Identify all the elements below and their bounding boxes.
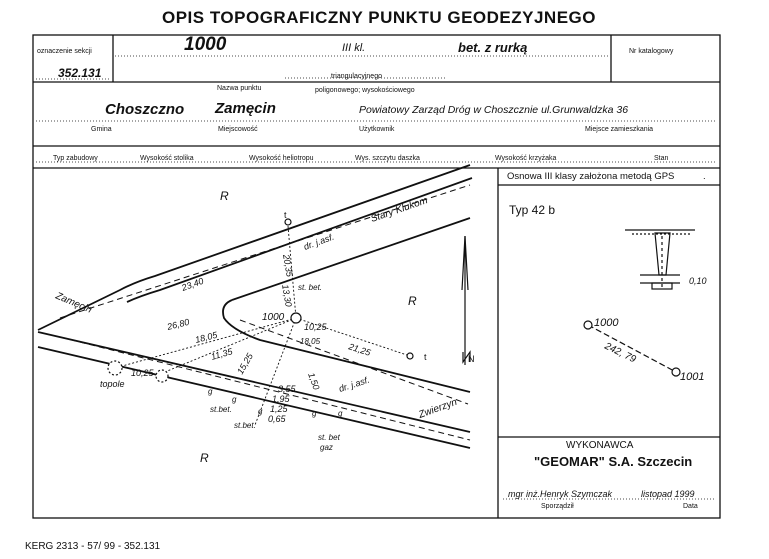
punkt-typ-1: triangulacyjnego [331, 73, 382, 80]
gmina-label: Gmina [91, 126, 112, 133]
r-label-1: R [220, 189, 229, 203]
wykonawca-label: WYKONAWCA [566, 440, 634, 451]
osnowa-distance: 242, 79 [602, 340, 638, 366]
osnowa-dot: . [703, 171, 706, 182]
sekcja-value: 352.131 [58, 66, 102, 80]
g-label-2: g [232, 395, 237, 404]
date: listopad 1999 [641, 489, 695, 499]
g-label-4: g [312, 409, 317, 418]
st-bet-label-3: st.bet. [234, 421, 256, 430]
gaz-label: gaz [320, 443, 333, 452]
uzytkownik-label: Użytkownik [359, 126, 395, 133]
sekcja-label: oznaczenie sekcji [37, 48, 92, 55]
page-title: OPIS TOPOGRAFICZNY PUNKTU GEODEZYJNEGO [162, 8, 596, 27]
st-bet-label-4: st. bet [318, 433, 340, 442]
miejscowosc-label: Miejscowość [218, 126, 258, 133]
miejsce-label: Miejsce zamieszkania [585, 126, 654, 133]
dr-jasf-label-1: dr. j.asf. [302, 231, 336, 252]
distance-1135: 11,35 [209, 346, 234, 362]
distance-2340: 23,40 [180, 275, 205, 293]
distance-1525: 15,25 [235, 351, 255, 376]
wys-heliotropu-label: Wysokość heliotropu [249, 155, 314, 162]
osnowa-point-1: 1000 [594, 317, 619, 329]
dr-jasf-label-2: dr. j.asf. [337, 374, 371, 394]
distance-355: 3,55 [278, 384, 296, 394]
stan-label: Stan [654, 155, 669, 162]
distance-1025: 10,25 [131, 368, 154, 378]
miejscowosc-value: Zamęcin [215, 100, 276, 117]
distance-1805: 18,05 [194, 329, 219, 345]
g-label-1: g [208, 387, 213, 396]
t-label-2: t [424, 352, 427, 362]
gmina-value: Choszczno [105, 101, 185, 118]
punkt-typ-2: poligonowego; wysokościowego [315, 87, 415, 94]
distance-125: 1,25 [270, 404, 288, 414]
typ-label: Typ 42 b [509, 203, 556, 217]
distance-2680: 26,80 [166, 316, 191, 332]
depth-label: 0,10 [689, 276, 707, 286]
g-label-5: g [338, 409, 343, 418]
g-label-3: g [258, 407, 263, 416]
r-label-2: R [408, 294, 417, 308]
distance-195: 1,95 [272, 394, 290, 404]
topole-label: topole [100, 379, 125, 389]
distance-150: 1,50 [306, 371, 322, 392]
north-label: N [468, 354, 475, 364]
point-number: 1000 [184, 34, 227, 55]
distance-2035: 20,35 [281, 253, 295, 278]
benchmark-icon [625, 230, 695, 290]
point-1000-label: 1000 [262, 312, 285, 323]
stabilizacja: bet. z rurką [458, 40, 528, 55]
osnowa-text: Osnowa III klasy założona metodą GPS [507, 171, 675, 182]
wys-krzyzaka-label: Wysokość krzyżaka [495, 155, 557, 162]
nr-katalogowy-label: Nr katalogowy [629, 48, 674, 55]
author: mgr inż.Henryk Szymczak [508, 489, 613, 499]
wys-stolika-label: Wysokość stolika [140, 155, 194, 162]
nazwa-punktu-label: Nazwa punktu [217, 85, 262, 92]
stary-klukom-label: Stary Klukom [369, 195, 430, 225]
wykonawca-firm: "GEOMAR" S.A. Szczecin [534, 454, 693, 469]
zwierzyn-label: Zwierzyn [417, 396, 459, 421]
distance-1805b: 18,05 [300, 337, 321, 346]
uzytkownik-value: Powiatowy Zarząd Dróg w Choszcznie ul.Grunwaldzka 36 [359, 104, 629, 116]
st-bet-label-1: st. bet. [298, 283, 323, 292]
kerg-footer: KERG 2313 - 57/ 99 - 352.131 [25, 541, 161, 552]
distance-2125: 21,25 [347, 341, 372, 358]
sporzadzil-label: Sporządził [541, 503, 574, 510]
r-label-3: R [200, 451, 209, 465]
osnowa-point-2: 1001 [680, 371, 705, 383]
t-label-1: t [284, 210, 287, 220]
data-label: Data [683, 503, 698, 510]
typ-zabudowy-label: Typ zabudowy [53, 155, 98, 162]
klasa: III kl. [342, 42, 366, 54]
distance-1025b: 10,25 [304, 322, 327, 332]
wys-szczytu-label: Wys. szczytu daszka [355, 155, 420, 162]
distance-065: 0,65 [268, 414, 286, 424]
zamecin-road-label: Zamęcin [53, 290, 94, 316]
distance-1330: 13,30 [280, 283, 294, 308]
st-bet-label-2: st.bet. [210, 405, 232, 414]
